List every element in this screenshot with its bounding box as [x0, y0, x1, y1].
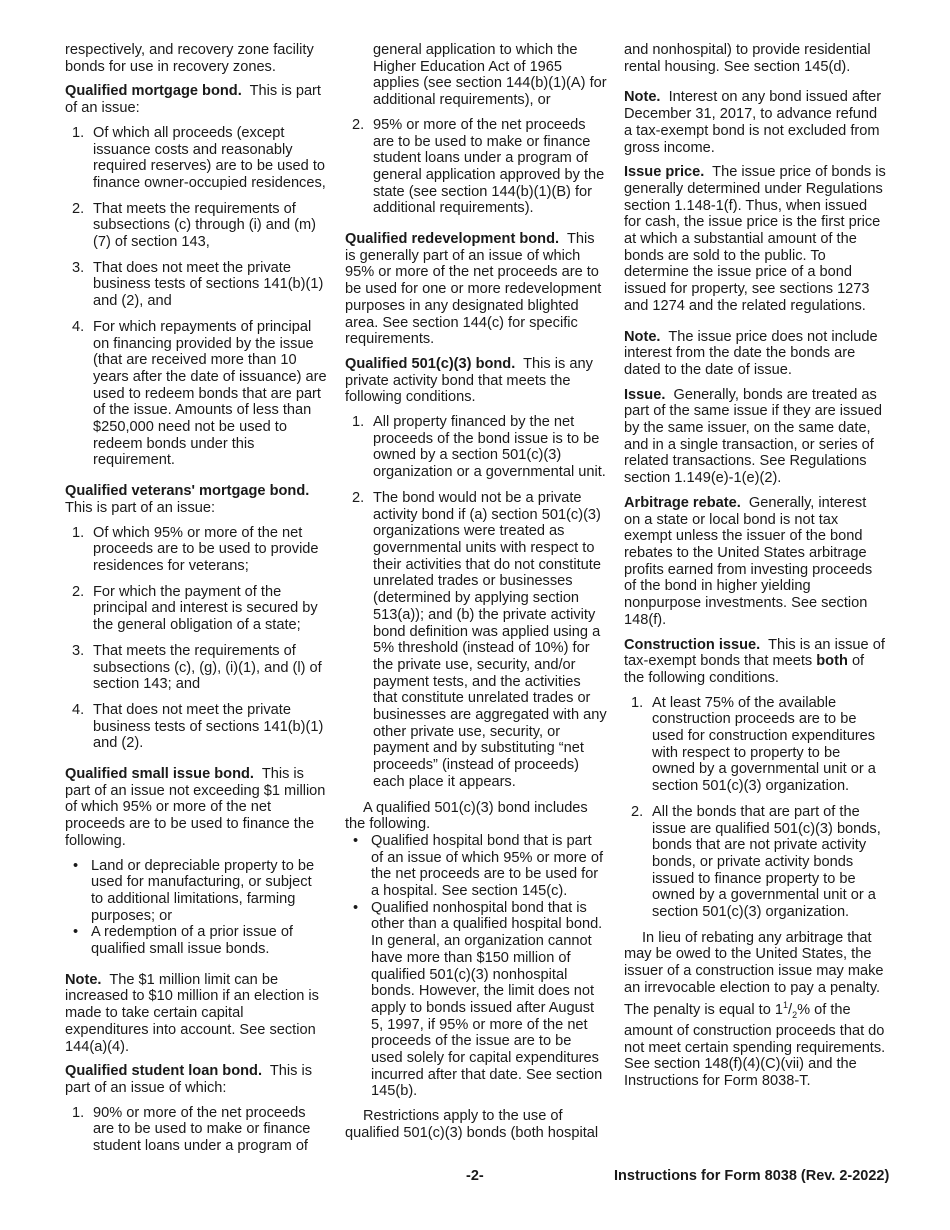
fraction-denominator: 2 — [792, 1009, 798, 1020]
note-heading: Note. — [624, 328, 661, 345]
list-item: 2. The bond would not be a private activity bond if (a) section 501(c)(3) organizations were treated as governmental units with respect to their activities that do not constitute unrelated trades or businesses (determined by applying section 513(a)); and (b) the private activity bond definition was applied using a 5% threshold (instead of 10%) for the private use, security, and/or payment tests, and the activities that constitute unrelated trades or businesses are aggregated with any other private use, security, or payment and by substituting “net proceeds” (instead of proceeds) each place it appears. — [352, 489, 607, 790]
fraction-numerator: 1 — [783, 999, 789, 1010]
list-item-text: 90% or more of the net proceeds are to be used to make or finance student loans under a program of — [93, 1104, 311, 1155]
issue-paragraph — [624, 387, 886, 487]
small-issue-paragraph — [65, 766, 327, 850]
list-item: 2. 95% or more of the net proceeds are to be used to make or finance student loans under a program of general application approved by the state (see section 144(b)(1)(B) for additional requirements). — [352, 116, 605, 217]
student-paragraph — [65, 1063, 327, 1096]
construction-emphasis: both — [816, 653, 848, 670]
mortgage-list — [65, 125, 327, 469]
student-item-continued: general application to which the Higher Education Act of 1965 applies (see section 144(b)(1)(A) for additional requirements), or — [373, 42, 607, 109]
list-item-text: That meets the requirements of subsections (c) through (i) and (m)(7) of section 143, — [93, 200, 317, 251]
list-item: 3. That meets the requirements of subsections (c), (g), (i)(1), and (l) of section 143; and — [72, 642, 322, 693]
list-item-text: At least 75% of the available construction proceeds are to be used for construction expenditures with respect to property to be owned by a governmental unit or a section 501(c)(3) organization. — [652, 694, 876, 795]
small-issue-bullets — [65, 858, 327, 958]
arbitrage-heading: Arbitrage rebate. — [624, 494, 741, 511]
list-item-text: All the bonds that are part of the issue are qualified 501(c)(3) bonds, bonds that are not private activity bonds, or private activity bonds issued to finance property to be owned by a governmental unit or a section 501(c)(3) organization. — [652, 803, 881, 921]
note-issue-price-paragraph — [624, 329, 886, 379]
list-item-text: For which repayments of principal on financing provided by the issue (that are received more than 10 years after the date of issuance) are used to redeem bonds that are part of the issue. Amounts of less than $250,000 need not be used to redeem bonds under this requirement. — [93, 318, 327, 469]
bullet-text: Qualified hospital bond that is part of an issue of which 95% or more of the net proceeds are to be used for a hospital. See section 145(c). — [371, 832, 603, 900]
list-item-text: The bond would not be a private activity bond if (a) section 501(c)(3) organizations were treated as governmental units with respect to their activities that do not constitute unrelated trades or businesses (determined by applying section 513(a)); and (b) the private activity bond definition was applied using a 5% threshold (instead of 10%) for the private use, security, and/or payment tests, and the activities that constitute unrelated trades or businesses are aggregated with any other private use, security, or payment and by substituting “net proceeds” (instead of proceeds) each place it appears. — [373, 489, 607, 790]
bullet-text: A redemption of a prior issue of qualified small issue bonds. — [91, 924, 293, 958]
arbitrage-paragraph — [624, 495, 886, 629]
list-item-text: 95% or more of the net proceeds are to be used to make or finance student loans under a program of general application approved by the state (see section 144(b)(1)(B) for additional requirements). — [373, 116, 605, 217]
redevelopment-heading: Qualified redevelopment bond. — [345, 231, 560, 248]
note-heading: Note. — [65, 971, 102, 988]
restrictions-text: Restrictions apply to the use of qualified 501(c)(3) bonds (both hospital — [345, 1108, 599, 1141]
lieu-text-end: % of the amount of construction proceeds that do not meet certain spending requirements. See section 148(f)(4)(C)(vii) and the Instructions for Form 8038-T. — [624, 1001, 886, 1090]
c3-text: This is any private activity bond that meets the following conditions. — [345, 355, 593, 406]
c3-list — [345, 414, 607, 790]
c3-bullets — [345, 833, 607, 1100]
list-item: 2. All the bonds that are part of the issue are qualified 501(c)(3) bonds, bonds that are not private activity bonds, or private activity bonds issued to finance property to be owned by a governmental unit or a section 501(c)(3) organization. — [631, 803, 881, 921]
list-item-text: All property financed by the net proceeds of the bond issue is to be owned by a section 501(c)(3) organization or a governmental unit. — [373, 414, 606, 481]
veterans-list — [65, 525, 327, 752]
list-item-text: That does not meet the private business tests of sections 141(b)(1) and (2), and — [93, 259, 324, 310]
list-item: 2. That meets the requirements of subsections (c) through (i) and (m)(7) of section 143, — [72, 200, 317, 251]
column-right — [624, 42, 886, 1098]
bullet-item: • Qualified hospital bond that is part of an issue of which 95% or more of the net proceeds are to be used for a hospital. See section 145(c). — [353, 832, 603, 900]
veterans-paragraph — [65, 483, 327, 516]
form-reference: Instructions for Form 8038 (Rev. 2-2022) — [614, 1168, 890, 1184]
column-middle — [345, 42, 607, 1150]
list-item: 1. 90% or more of the net proceeds are to be used to make or finance student loans under a program of — [72, 1104, 311, 1155]
construction-heading: Construction issue. — [624, 636, 761, 653]
arbitrage-text: Generally, interest on a state or local bond is not tax exempt unless the issuer of the bond rebates to the United States arbitrage profits earned from investing proceeds of the bond in higher yielding nonpurpose investments. See section 148(f). — [624, 494, 873, 628]
student-heading: Qualified student loan bond. — [65, 1063, 263, 1080]
list-item: 1. Of which all proceeds (except issuance costs and reasonably required reserves) are to be used to finance owner-occupied residences, — [72, 124, 326, 191]
lieu-text: In lieu of rebating any arbitrage that may be owed to the United States, the issuer of a construction issue may make an irrevocable election to pay a penalty. The penalty is equal to 1 — [624, 929, 884, 1018]
student-list — [65, 1105, 327, 1155]
list-item: 4. That does not meet the private business tests of sections 141(b)(1) and (2). — [72, 701, 324, 752]
note-heading: Note. — [624, 89, 661, 106]
student-list-continued — [345, 117, 607, 217]
column-left — [65, 42, 327, 1164]
mortgage-paragraph — [65, 83, 327, 116]
veterans-text: This is part of an issue: — [65, 499, 216, 516]
mortgage-heading: Qualified mortgage bond. — [65, 83, 242, 100]
note-paragraph — [65, 972, 327, 1056]
c3-includes-text: A qualified 501(c)(3) bond includes the following. — [345, 799, 588, 833]
small-issue-text: This is part of an issue not exceeding $1 million of which 95% or more of the net proceeds are to be used to finance the following. — [65, 766, 326, 849]
list-item: 4. For which repayments of principal on financing provided by the issue (that are received more than 10 years after the date of issuance) are used to redeem bonds that are part of the issue. Amounts of less than $250,000 need not be used to redeem bonds under this requirement. — [72, 318, 327, 469]
list-item-text: That meets the requirements of subsections (c), (g), (i)(1), and (l) of section 143; and — [93, 642, 322, 693]
veterans-heading: Qualified veterans' mortgage bond. — [65, 483, 310, 500]
construction-text-end: of the following conditions. — [624, 653, 865, 686]
construction-list — [624, 695, 886, 921]
c3-paragraph — [345, 356, 607, 406]
rental-housing-text: and nonhospital) to provide residential rental housing. See section 145(d). — [624, 42, 871, 75]
student-text: This is part of an issue of which: — [65, 1063, 313, 1096]
list-item-text: For which the payment of the principal and interest is secured by the general obligation of a state; — [93, 583, 318, 634]
bullet-item: • Qualified nonhospital bond that is other than a qualified hospital bond. In general, an organization cannot have more than $150 million of qualified 501(c)(3) nonhospital bonds. However, the limit does not apply to bonds issued after August 5, 1997, if 95% or more of the net proceeds of the issue are to be used solely for capital expenditures incurred after that date. See section 145(b). — [353, 899, 603, 1100]
issue-text: Generally, bonds are treated as part of the same issue if they are issued by the same issuer, on the same date, and in a single transaction, or series of related transactions. See Regulations section 1.149(e)-1(e)(2). — [624, 386, 882, 487]
bullet-text: Land or depreciable property to be used for manufacturing, or subject to additional limitations, farming purposes; or — [91, 857, 315, 924]
list-item: 1. Of which 95% or more of the net proceeds are to be used to provide residences for veterans; — [72, 524, 319, 574]
note-refund-paragraph — [624, 89, 886, 156]
list-item-text: Of which 95% or more of the net proceeds are to be used to provide residences for veterans; — [93, 524, 319, 574]
note-refund-text: Interest on any bond issued after December 31, 2017, to advance refund a tax-exempt bond is not excluded from gross income. — [624, 89, 882, 156]
bullet-text: Qualified nonhospital bond that is other than a qualified hospital bond. In general, an organization cannot have more than $150 million of qualified 501(c)(3) nonhospital bonds. However, the limit does not apply to bonds issued after August 5, 1997, if 95% or more of the net proceeds of the issue are to be used solely for capital expenditures incurred after that date. See section 145(b). — [371, 899, 603, 1100]
page-number: -2- — [466, 1168, 484, 1184]
list-item: 3. That does not meet the private business tests of sections 141(b)(1) and (2), and — [72, 259, 324, 310]
list-item-text: Of which all proceeds (except issuance costs and reasonably required reserves) are to be used to finance owner-occupied residences, — [93, 124, 326, 191]
lieu-paragraph: In lieu of rebating any arbitrage that may be owed to the United States, the issuer of a construction issue may make an irrevocable election to pay a penalty. The penalty is equal to $1^1/_2\%$ of the amount of construction proceeds that do not meet certain spending requirements. See section 148(f)(4)(C)(vii) and the Instructions for Form 8038-T. — [624, 929, 886, 1090]
issue-heading: Issue. — [624, 386, 666, 403]
redevelopment-paragraph — [345, 231, 607, 348]
issue-price-text: The issue price of bonds is generally determined under Regulations section 1.148-1(f). Thus, when issued for cash, the issue price is the first price at which a substantial amount of the bonds are sold to the public. To determine the issue price of a bond issued for property, see sections 1273 and 1274 and the related regulations. — [624, 164, 886, 314]
list-item: 2. For which the payment of the principal and interest is secured by the general obligation of a state; — [72, 583, 318, 634]
note-issue-price-text: The issue price does not include interest from the date the bonds are dated to the date of issue. — [624, 328, 878, 378]
list-item-text: That does not meet the private business tests of sections 141(b)(1) and (2). — [93, 701, 324, 752]
intro-text: respectively, and recovery zone facility bonds for use in recovery zones. — [65, 42, 314, 75]
bullet-item: • Land or depreciable property to be used for manufacturing, or subject to additional limitations, farming purposes; or — [73, 857, 315, 924]
construction-text: This is an issue of tax-exempt bonds that meets — [624, 636, 885, 670]
list-item: 1. All property financed by the net proceeds of the bond issue is to be owned by a section 501(c)(3) organization or a governmental unit. — [352, 414, 606, 481]
redevelopment-text: This is generally part of an issue of which 95% or more of the net proceeds are to be used for one or more redevelopment purposes in any designated blighted area. See section 144(c) for specific requirements. — [345, 231, 602, 348]
issue-price-heading: Issue price. — [624, 164, 705, 181]
c3-heading: Qualified 501(c)(3) bond. — [345, 355, 516, 372]
issue-price-paragraph — [624, 164, 886, 314]
note-text: The $1 million limit can be increased to $10 million if an election is made to take certain capital expenditures into account. See section 144(a)(4). — [65, 971, 319, 1055]
small-issue-heading: Qualified small issue bond. — [65, 766, 254, 783]
bullet-item: • A redemption of a prior issue of qualified small issue bonds. — [73, 924, 293, 958]
construction-paragraph — [624, 637, 886, 687]
mortgage-text: This is part of an issue: — [65, 83, 321, 117]
list-item: 1. At least 75% of the available construction proceeds are to be used for construction expenditures with respect to property to be owned by a governmental unit or a section 501(c)(3) organization. — [631, 694, 876, 795]
